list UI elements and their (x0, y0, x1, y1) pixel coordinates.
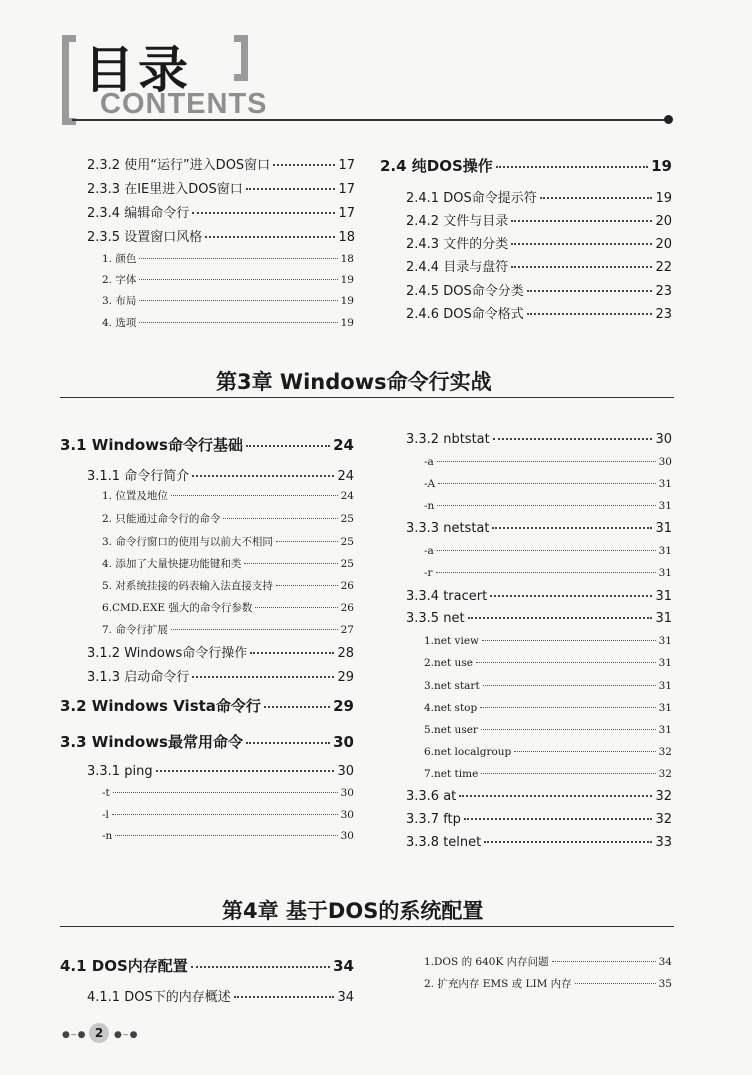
toc-entry: 1. 颜色 18 (102, 253, 354, 265)
toc-entry: 3.3.5 net 31 (406, 611, 672, 626)
toc-entry: -r 31 (424, 567, 672, 579)
header-bracket-left (62, 35, 76, 125)
toc-entry: 3.3.2 nbtstat 30 (406, 432, 672, 447)
header-rule-dot (664, 115, 673, 124)
toc-entry: 2. 字体 19 (102, 274, 354, 286)
page-number: 2 (89, 1023, 109, 1043)
toc-entry: 2.3.2 使用“运行”进入DOS窗口 17 (87, 158, 355, 173)
toc-entry: 6.net localgroup 32 (424, 746, 672, 758)
toc-entry: 3.3.1 ping 30 (87, 764, 354, 779)
toc-entry: 3.1.1 命令行简介 24 (87, 469, 354, 484)
toc-entry: 4.1.1 DOS下的内存概述 34 (87, 990, 354, 1005)
toc-entry: 1.DOS 的 640K 内存问题 34 (424, 956, 672, 968)
toc-section: 2.4 纯DOS操作 19 (380, 157, 672, 175)
toc-section: 3.2 Windows Vista命令行 29 (60, 697, 354, 715)
toc-entry: 2.3.3 在IE里进入DOS窗口 17 (87, 182, 355, 197)
toc-entry: 2.4.1 DOS命令提示符 19 (406, 191, 672, 206)
toc-entry: 3.3.6 at 32 (406, 789, 672, 804)
toc-section: 4.1 DOS内存配置 34 (60, 957, 354, 975)
toc-section: 3.3 Windows最常用命令 30 (60, 733, 354, 751)
chapter-4-title: 第4章 基于DOS的系统配置 (222, 899, 484, 923)
toc-entry: 7. 命令行扩展 27 (102, 624, 354, 636)
toc-entry: 3. 布局 19 (102, 295, 354, 307)
toc-entry: -n 31 (424, 500, 672, 512)
toc-entry: -A 31 (424, 478, 672, 490)
toc-entry: 5.net user 31 (424, 724, 672, 736)
chapter-3-rule (60, 397, 674, 398)
toc-entry: 3.3.4 tracert 31 (406, 589, 672, 604)
toc-entry: 2. 扩充内存 EMS 或 LIM 内存 35 (424, 978, 672, 990)
toc-section: 3.1 Windows命令行基础 24 (60, 436, 354, 454)
toc-entry: 2.4.2 文件与目录 20 (406, 214, 672, 229)
toc-entry: 2.4.4 目录与盘符 22 (406, 260, 672, 275)
toc-entry: 2.net use 31 (424, 657, 672, 669)
toc-entry: 2.4.6 DOS命令格式 23 (406, 307, 672, 322)
toc-entry: 7.net time 32 (424, 768, 672, 780)
toc-entry: -n 30 (102, 830, 354, 842)
chapter-4-rule (60, 926, 674, 927)
toc-entry: 3.1.3 启动命令行 29 (87, 670, 354, 685)
toc-entry: 1. 位置及地位 24 (102, 490, 354, 502)
toc-entry: -a 30 (424, 456, 672, 468)
toc-entry: 2. 只能通过命令行的命令 25 (102, 513, 354, 525)
header-title: 目录 (84, 41, 192, 99)
toc-entry: 4.net stop 31 (424, 702, 672, 714)
footer-dots-left: ●‒● (62, 1030, 87, 1040)
toc-entry: 3.net start 31 (424, 680, 672, 692)
toc-entry: 3.1.2 Windows命令行操作 28 (87, 646, 354, 661)
toc-entry: 3.3.8 telnet 33 (406, 835, 672, 850)
header-subtitle: CONTENTS (100, 88, 268, 120)
toc-entry: 4. 选项 19 (102, 317, 354, 329)
toc-entry: 2.3.4 编辑命令行 17 (87, 206, 355, 221)
toc-entry: 2.3.5 设置窗口风格 18 (87, 230, 355, 245)
toc-entry: 3. 命令行窗口的使用与以前大不相同 25 (102, 536, 354, 548)
chapter-3-title: 第3章 Windows命令行实战 (216, 370, 492, 394)
toc-entry: 3.3.3 netstat 31 (406, 521, 672, 536)
header-bracket-right (234, 35, 248, 81)
toc-entry: 2.4.5 DOS命令分类 23 (406, 284, 672, 299)
toc-entry: 6.CMD.EXE 强大的命令行参数 26 (102, 602, 354, 614)
toc-entry: -a 31 (424, 545, 672, 557)
toc-entry: 2.4.3 文件的分类 20 (406, 237, 672, 252)
toc-entry: 5. 对系统挂接的码表输入法直接支持 26 (102, 580, 354, 592)
toc-entry: 1.net view 31 (424, 635, 672, 647)
footer-dots-right: ●‒● (114, 1030, 139, 1040)
toc-entry: -t 30 (102, 787, 354, 799)
toc-entry: 4. 添加了大量快捷功能键和类 25 (102, 558, 354, 570)
toc-entry: 3.3.7 ftp 32 (406, 812, 672, 827)
toc-entry: -l 30 (102, 809, 354, 821)
header-rule (72, 119, 668, 121)
